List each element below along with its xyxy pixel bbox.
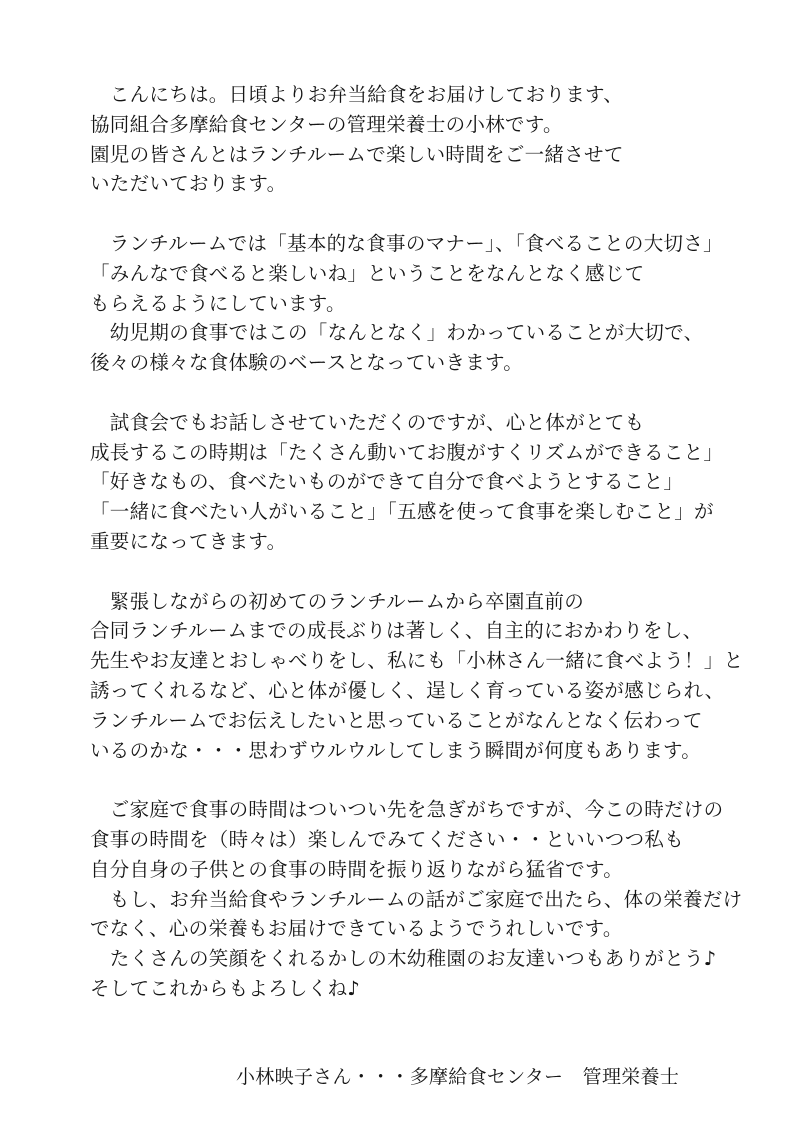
text-line: 「一緒に食べたい人がいること」「五感を使って食事を楽しむこと」が xyxy=(90,500,714,524)
text-line: でなく、心の栄養もお届けできているようでうれしいです。 xyxy=(90,917,623,941)
text-line: 園児の皆さんとはランチルームで楽しい時間をご一緒させて xyxy=(90,142,624,166)
text-line: 食事の時間を（時々は）楽しんでみてください・・といいつつ私も xyxy=(90,827,685,851)
text-line: 成長するこの時期は「たくさん動いてお腹がすくリズムができること」 xyxy=(90,440,724,464)
text-line: ご家庭で食事の時間はついつい先を急ぎがちですが、今この時だけの xyxy=(90,798,724,822)
text-line: いるのかな・・・思わずウルウルしてしまう瞬間が何度もあります。 xyxy=(90,738,702,762)
text-line: 誘ってくれるなど、心と体が優しく、逞しく育っている姿が感じられ、 xyxy=(90,678,725,702)
text-line: 協同組合多摩給食センターの管理栄養士の小林です。 xyxy=(90,112,563,136)
text-line: もし、お弁当給食やランチルームの話がご家庭で出たら、体の栄養だけ xyxy=(90,887,743,911)
signature-line: 小林映子さん・・・多摩給食センター 管理栄養士 xyxy=(236,1066,680,1088)
text-line: もらえるようにしています。 xyxy=(90,291,346,315)
text-line: ランチルームでお伝えしたいと思っていることがなんとなく伝わって xyxy=(90,708,703,732)
text-line: こんにちは。日頃よりお弁当給食をお届けしております、 xyxy=(90,83,624,106)
text-line: 自分自身の子供との食事の時間を振り返りながら猛省です。 xyxy=(90,857,624,881)
text-line: 重要になってきます。 xyxy=(90,529,287,553)
text-line: いただいております。 xyxy=(90,172,287,196)
text-line: 緊張しながらの初めてのランチルームから卒園直前の xyxy=(90,589,585,613)
paragraph-gap xyxy=(90,765,730,795)
paragraph-greeting xyxy=(90,80,730,199)
text-line: 合同ランチルームまでの成長ぶりは著しく、自主的におかわりをし、 xyxy=(90,619,703,643)
paragraph-growth xyxy=(90,587,744,766)
text-line: 後々の様々な食体験のベースとなっていきます。 xyxy=(90,351,524,375)
text-line: 試食会でもお話しさせていただくのですが、心と体がとても xyxy=(90,410,645,434)
text-line: 「好きなもの、食べたいものができて自分で食べようとすること」 xyxy=(90,470,684,494)
paragraph-lunchroom xyxy=(90,229,730,378)
text-line: ランチルームでは「基本的な食事のマナー」、「食べることの大切さ」 xyxy=(90,231,723,255)
paragraph-gap xyxy=(90,199,730,229)
paragraph-family xyxy=(90,795,743,1004)
text-line: 先生やお友達とおしゃべりをし、私にも「小林さん一緒に食べよう！」と xyxy=(90,649,744,673)
paragraph-gap xyxy=(90,378,730,408)
paragraph-tasting xyxy=(90,408,730,557)
text-line: そしてこれからもよろしくね♪ xyxy=(90,976,361,1000)
letter-body xyxy=(90,80,744,1004)
text-line: たくさんの笑顔をくれるかしの木幼稚園のお友達いつもありがとう♪ xyxy=(90,947,717,971)
text-line: 「みんなで食べると楽しいね」ということをなんとなく感じて xyxy=(90,261,645,285)
paragraph-gap xyxy=(90,557,730,587)
text-line: 幼児期の食事ではこの「なんとなく」わかっていることが大切で、 xyxy=(90,321,704,345)
